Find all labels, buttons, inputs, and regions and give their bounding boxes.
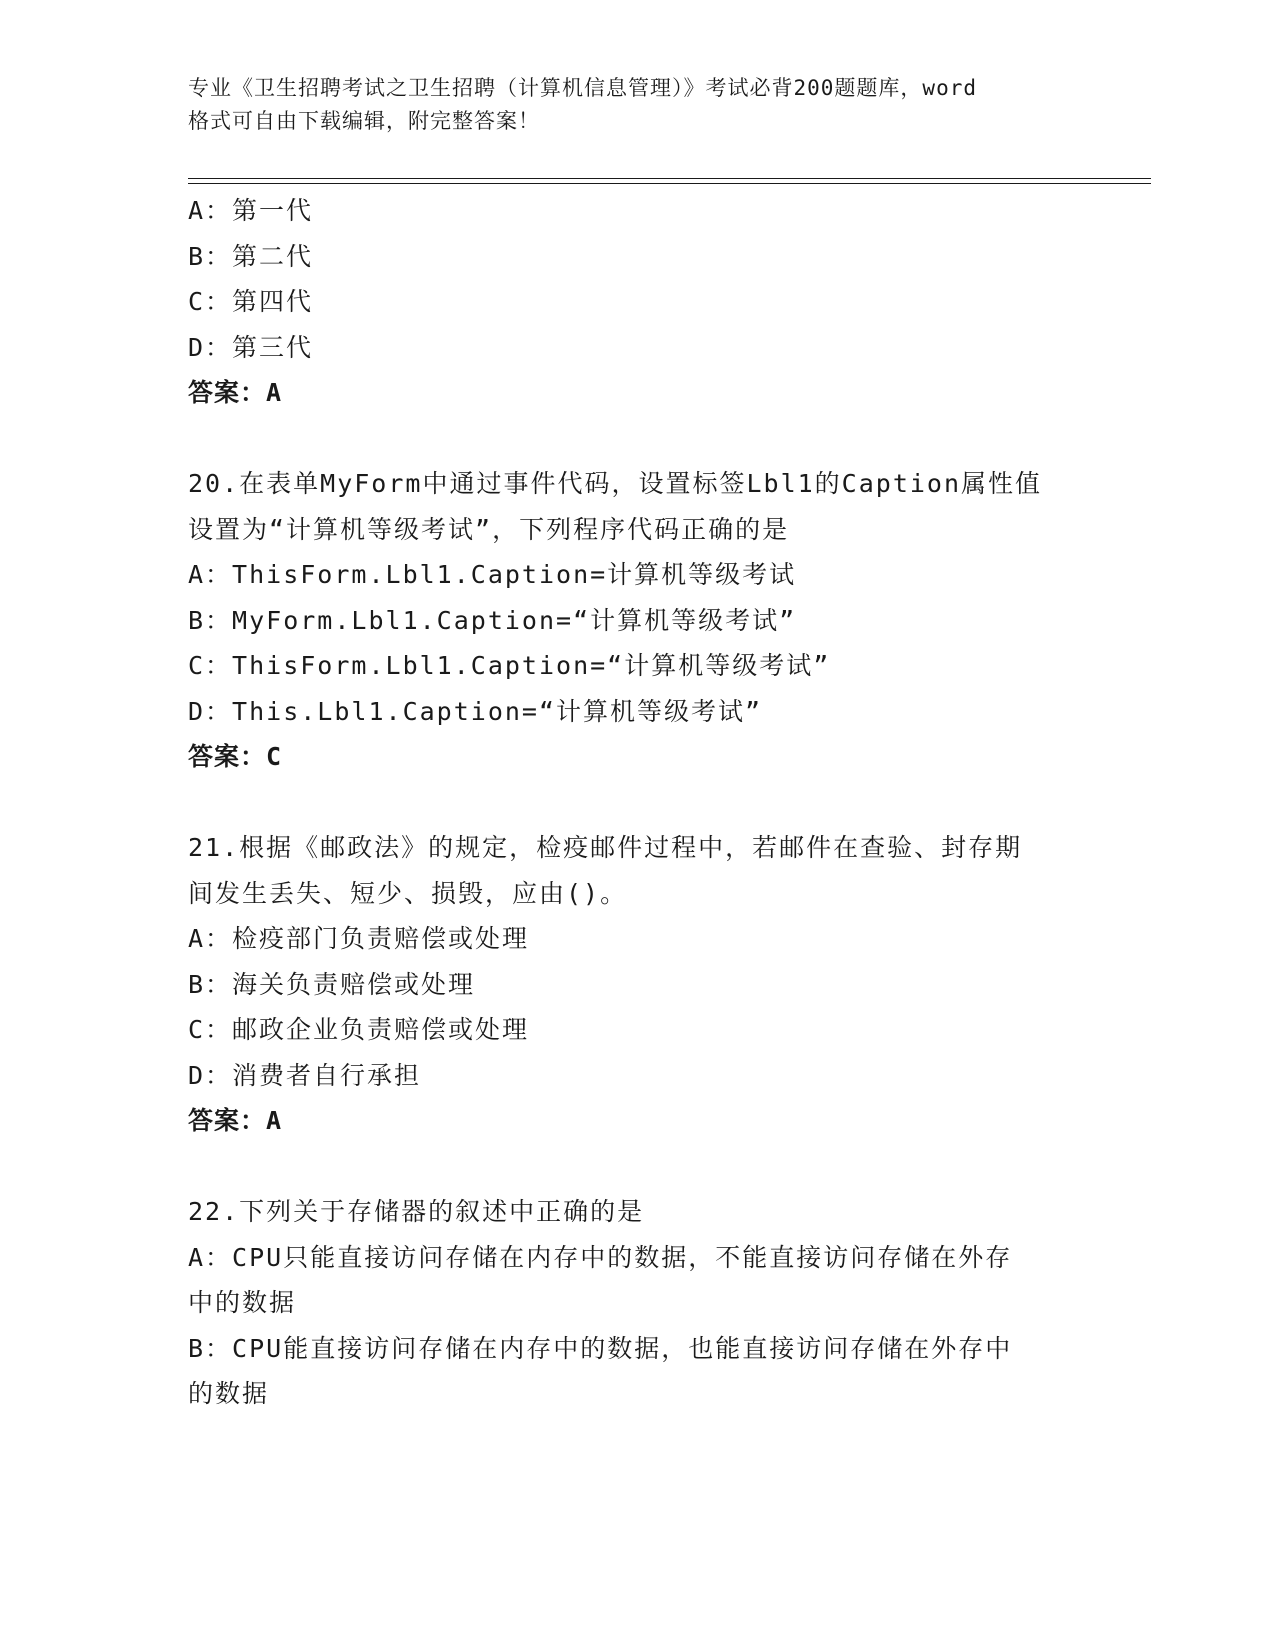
header-divider-bottom xyxy=(188,183,1151,184)
question-stem: 22.下列关于存储器的叙述中正确的是 xyxy=(188,1197,645,1226)
document-header xyxy=(188,72,1088,138)
spacer xyxy=(188,780,1068,826)
option-b: B：海关负责赔偿或处理 xyxy=(188,969,476,999)
option-a: A：ThisForm.Lbl1.Caption=计算机等级考试 xyxy=(188,560,797,589)
option-c: C：第四代 xyxy=(188,287,314,316)
option-a-line-2: 中的数据 xyxy=(188,1288,297,1317)
question-block-prev xyxy=(188,188,1068,416)
question-list xyxy=(188,188,1068,1417)
answer-label: 答案：A xyxy=(188,1106,283,1135)
header-line-1: 专业《卫生招聘考试之卫生招聘（计算机信息管理）》考试必背200题题库，word xyxy=(188,76,977,100)
option-d: D：This.Lbl1.Caption=“计算机等级考试” xyxy=(188,696,763,726)
option-c: C：ThisForm.Lbl1.Caption=“计算机等级考试” xyxy=(188,651,831,680)
option-c: C：邮政企业负责赔偿或处理 xyxy=(188,1015,530,1044)
option-a: A：检疫部门负责赔偿或处理 xyxy=(188,924,530,953)
question-stem-line-2: 设置为“计算机等级考试”，下列程序代码正确的是 xyxy=(188,514,790,544)
answer-label: 答案：C xyxy=(188,742,283,771)
option-d: D：第三代 xyxy=(188,332,314,362)
answer-label: 答案：A xyxy=(188,378,283,407)
question-block-21 xyxy=(188,825,1068,1144)
option-d: D：消费者自行承担 xyxy=(188,1060,422,1090)
question-block-20 xyxy=(188,461,1068,780)
header-divider-top xyxy=(188,178,1151,179)
question-stem-line-2: 间发生丢失、短少、损毁，应由()。 xyxy=(188,878,628,908)
spacer xyxy=(188,1144,1068,1190)
spacer xyxy=(188,416,1068,462)
option-a: A：第一代 xyxy=(188,196,314,225)
question-stem-line-1: 20.在表单MyForm中通过事件代码，设置标签Lbl1的Caption属性值 xyxy=(188,469,1043,498)
option-b: B：第二代 xyxy=(188,241,314,271)
option-b-line-2: 的数据 xyxy=(188,1379,270,1408)
question-block-22 xyxy=(188,1189,1068,1417)
question-stem-line-1: 21.根据《邮政法》的规定，检疫邮件过程中，若邮件在查验、封存期 xyxy=(188,833,1023,862)
option-b-line-1: B：CPU能直接访问存储在内存中的数据，也能直接访问存储在外存中 xyxy=(188,1333,1013,1363)
header-line-2: 格式可自由下载编辑，附完整答案！ xyxy=(188,109,540,133)
option-a-line-1: A：CPU只能直接访问存储在内存中的数据，不能直接访问存储在外存 xyxy=(188,1242,1013,1272)
option-b: B：MyForm.Lbl1.Caption=“计算机等级考试” xyxy=(188,605,797,635)
